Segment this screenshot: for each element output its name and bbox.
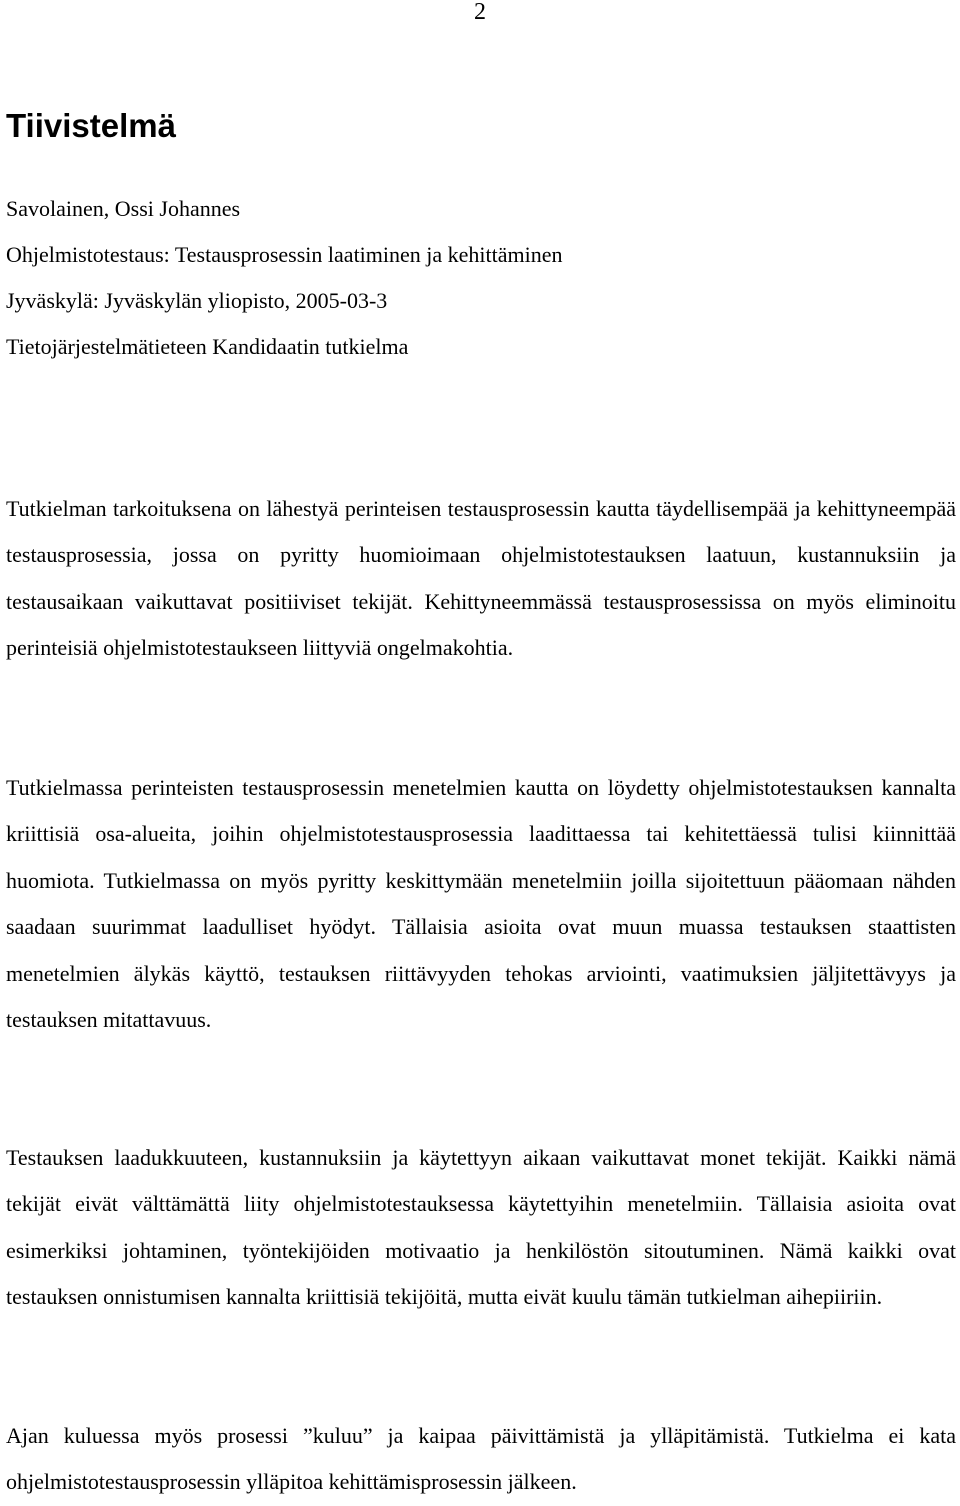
abstract-paragraph-3: Testauksen laadukkuuteen, kustannuksiin ja käytettyyn aikaan vaikuttavat monet tekijät. Kaikki nämä tekijät eivät välttämättä liity ohjelmistotestauksessa käytettyihin menetelmiin. Tällaisia asioita ovat esimerkiksi johtaminen, työntekijöiden motivaatio ja henkilöstön sitoutuminen. Nämä kaikki ovat testauksen onnistumisen kannalta kriittisiä tekijöitä, mutta eivät kuulu tämän tutkielman aihepiiriin. <box>6 1145 956 1310</box>
abstract-paragraph-1: Tutkielman tarkoituksena on lähestyä perinteisen testausprosessin kautta täydellisempää ja kehittyneempää testausprosessia, jossa on pyritty huomioimaan ohjelmistotestauksen laatuun, kustannuksiin ja testausaikaan vaikuttavat positiiviset tekijät. Kehittyneemmässä testausprosessissa on myös eliminoitu perinteisiä ohjelmistotestaukseen liittyviä ongelmakohtia. <box>6 496 956 661</box>
publication-place-date: Jyväskylä: Jyväskylän yliopisto, 2005-03-3 <box>6 288 388 313</box>
page-number: 2 <box>474 0 486 25</box>
author-name: Savolainen, Ossi Johannes <box>6 196 241 221</box>
abstract-paragraph-2: Tutkielmassa perinteisten testausprosessin menetelmien kautta on löydetty ohjelmistotestauksen kannalta kriittisiä osa-alueita, joihin ohjelmistotestausprosessia laadittaessa tai kehitettäessä tulisi kiinnittää huomiota. Tutkielmassa on myös pyritty keskittymään menetelmiin joilla sijoitettuun pääomaan nähden saadaan suurimmat laadulliset hyödyt. Tällaisia asioita ovat muun muassa testauksen staattisten menetelmien älykäs käyttö, testauksen riittävyyden tehokas arviointi, vaatimuksien jäljitettävyys ja testauksen mitattavuus. <box>6 775 956 1033</box>
thesis-title: Ohjelmistotestaus: Testausprosessin laatiminen ja kehittäminen <box>6 242 563 267</box>
abstract-paragraph-4: Ajan kuluessa myös prosessi ”kuluu” ja kaipaa päivittämistä ja ylläpitämistä. Tutkielma ei kata ohjelmistotestausprosessin ylläpitoa kehittämisprosessin jälkeen. <box>6 1423 956 1495</box>
page-title: Tiivistelmä <box>6 107 176 144</box>
degree-type: Tietojärjestelmätieteen Kandidaatin tutkielma <box>6 334 409 359</box>
thesis-metadata <box>6 186 956 370</box>
